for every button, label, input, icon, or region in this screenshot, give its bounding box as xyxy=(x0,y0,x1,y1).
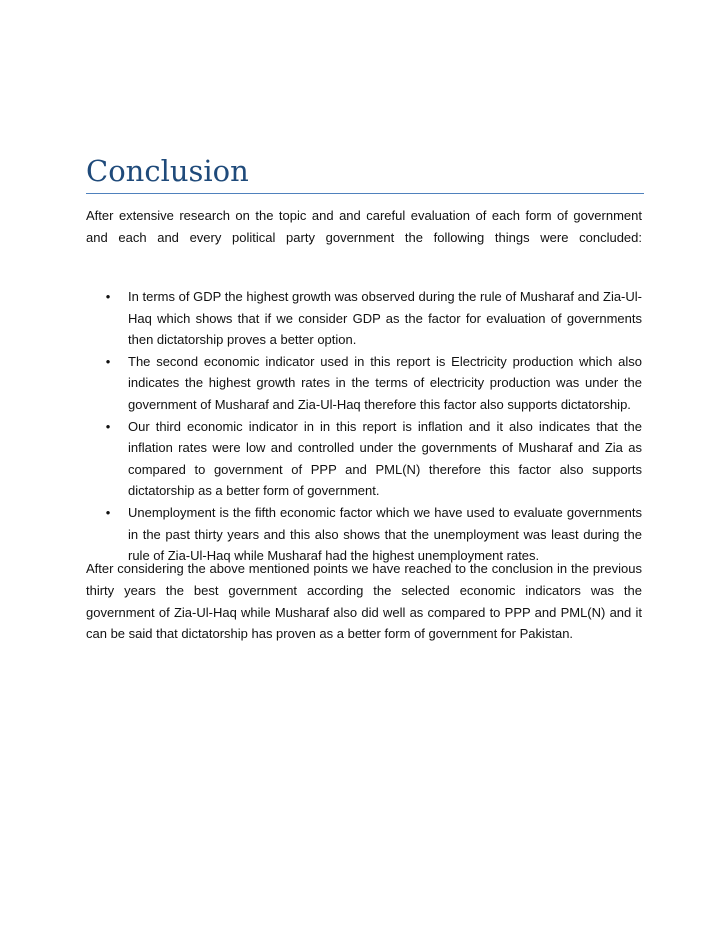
heading-underline xyxy=(86,193,644,194)
finding-text: Our third economic indicator in in this report is inflation and it also indicates that the inflation rates were low and controlled under the governments of Musharaf and Zia as compared to government of PPP and PML(N) therefore this factor also supports dictatorship as a better form of government. xyxy=(128,418,642,499)
bullet-icon: • xyxy=(105,504,111,520)
closing-paragraph: After considering the above mentioned points we have reached to the conclusion in the previous thirty years the best government according the selected economic indicators was the government of Zia-Ul-Haq while Musharaf also did well as compared to PPP and PML(N) and it can be said that dictatorship has proven as a better form of government for Pakistan. xyxy=(86,561,642,642)
finding-gdp xyxy=(86,286,642,351)
section-heading: Conclusion xyxy=(86,154,249,188)
finding-text: Unemployment is the fifth economic factor which we have used to evaluate governments in the past thirty years and this also shows that the unemployment was least during the rule of Zia-Ul-Haq while Musharaf had the highest unemployment rates. xyxy=(128,504,642,564)
finding-unemployment xyxy=(86,502,642,567)
finding-electricity xyxy=(86,351,642,416)
finding-inflation xyxy=(86,416,642,502)
bullet-icon: • xyxy=(105,418,111,434)
finding-text: In terms of GDP the highest growth was observed during the rule of Musharaf and Zia-Ul-Haq which shows that if we consider GDP as the factor for evaluation of governments then dictatorship proves a better option. xyxy=(128,289,642,348)
finding-text: The second economic indicator used in this report is Electricity production which also indicates the highest growth rates in the terms of electricity production was under the government of Musharaf and Zia-Ul-Haq therefore this factor also supports dictatorship. xyxy=(128,353,642,412)
bullet-icon: • xyxy=(105,353,111,369)
bullet-icon: • xyxy=(105,289,111,304)
intro-paragraph: After extensive research on the topic and and careful evaluation of each form of government and each and every political party government the following things were concluded: xyxy=(86,208,642,245)
findings-list xyxy=(86,286,642,567)
